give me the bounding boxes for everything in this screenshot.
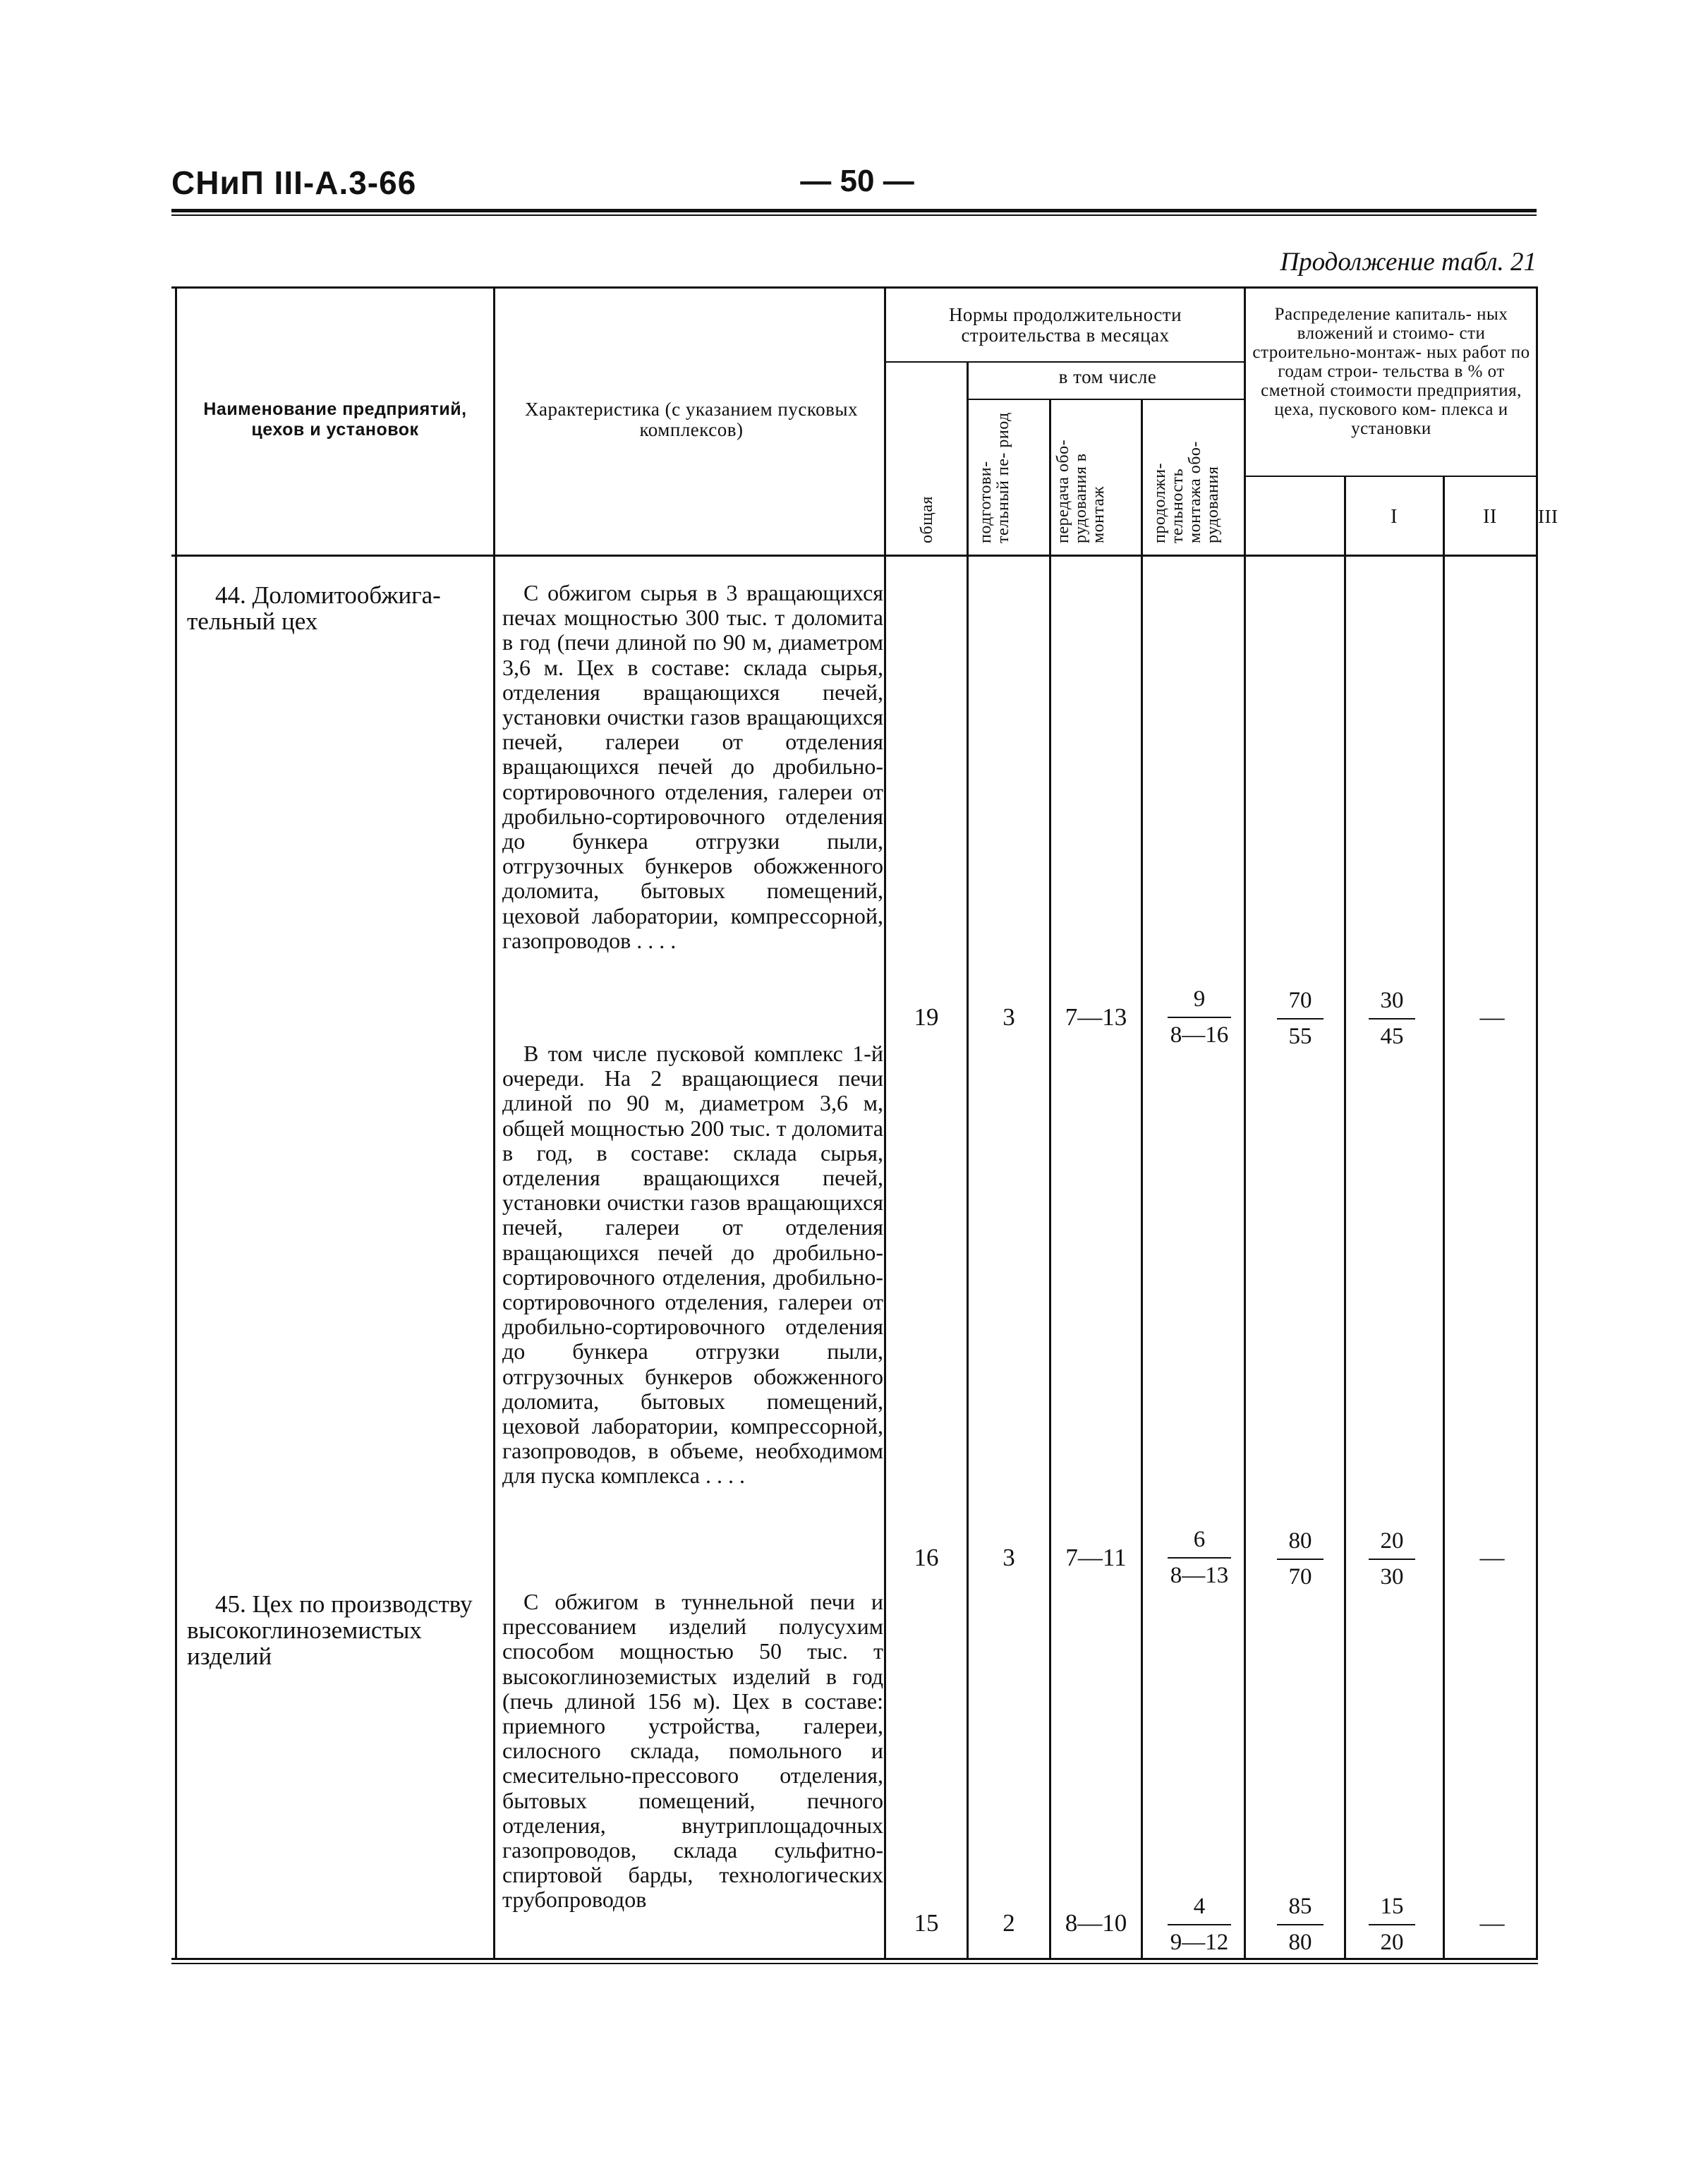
row-45-name: 45. Цех по производству высокоглиноземистых изделий <box>187 1590 473 1670</box>
col-line-name <box>493 286 495 1960</box>
row-45-year-2-num: 15 <box>1380 1894 1404 1919</box>
row-44-year-3: — <box>1479 1003 1505 1031</box>
col-header-year-2: II <box>1483 506 1497 528</box>
row-45-year-3: — <box>1479 1909 1505 1937</box>
row-44-launch-duration-num: 6 <box>1193 1527 1206 1552</box>
row-44-year-2 <box>1367 988 1417 1050</box>
row-45-year-1 <box>1276 1894 1325 1956</box>
row-44-duration-num: 9 <box>1193 986 1206 1012</box>
col-header-characteristic: Характеристика (с указанием пусковых комплексов) <box>525 399 858 440</box>
row-44-name: 44. Доломитообжига- тельный цех <box>187 581 441 635</box>
col-header-prep <box>977 406 1012 543</box>
row-44-launch-year-2-den: 30 <box>1380 1564 1404 1590</box>
col-header-distribution: Распределение капиталь- ных вложений и стоимо- сти строительно-монтаж- ных работ по годам строи- тельства в % от сметной стоимости предприятия, цеха, пускового ком- плекса и установки <box>1252 305 1530 438</box>
col-line-total <box>967 361 969 1960</box>
row-45-transfer: 8—10 <box>1065 1909 1127 1937</box>
row-44-launch-transfer: 7—11 <box>1065 1544 1127 1571</box>
col-line-y2 <box>1443 477 1445 1960</box>
col-header-duration <box>1151 406 1222 543</box>
header-rule-thin <box>171 214 1537 216</box>
row-44-launch-year-2 <box>1367 1528 1417 1590</box>
row-44-launch-duration <box>1164 1527 1235 1589</box>
row-44-launch-year-2-num: 20 <box>1380 1528 1404 1554</box>
row-45-prep: 2 <box>1003 1909 1015 1937</box>
row-45-year-2-den: 20 <box>1380 1930 1404 1955</box>
row-44-description-text: С обжигом сырья в 3 вращающихся печах мощностью 300 тыс. т доломита в год (печи длиной по 90 м, диаметром 3,6 м. Цех в составе: склада сырья, отделения вращающихся печей, установки очистки газов вращающихся печей, галереи от отделения вращающихся печей до дробильно-сортировочного отделения, галереи от дробильно-сортировочного отделения до бункера отгрузки пыли, отгрузочных бункеров обожженного доломита, бытовых помещений, цеховой лаборатории, компрессорной, газопроводов . . . . <box>502 580 883 953</box>
row-44-launch-prep: 3 <box>1003 1544 1015 1571</box>
page-number: — 50 — <box>800 164 914 198</box>
row-45-year-1-den: 80 <box>1288 1930 1312 1955</box>
col-header-norms: Нормы продолжительности строительства в месяцах <box>948 304 1182 346</box>
col-line-right <box>1536 286 1538 1960</box>
row-44-launch-year-1 <box>1276 1528 1325 1590</box>
col-line-transfer <box>1141 399 1143 1960</box>
row-45-description-text: С обжигом в туннельной печи и прессованием изделий полусухим способом мощностью 50 тыс. т высокоглиноземистых изделий в год (печь длиной 156 м). Цех в составе: приемного устройства, галереи, силосного склада, помольного и смесительно-прессового отделения, бытовых помещений, печного отделения, внутриплощадочных газопроводов, склада сульфитно-спиртовой барды, технологических трубопроводов <box>502 1589 883 1913</box>
row-44-year-2-num: 30 <box>1380 988 1404 1013</box>
document-code: СНиП III-А.3-66 <box>171 164 417 201</box>
distribution-divider <box>1244 476 1536 477</box>
col-header-incl: в том числе <box>1058 366 1157 387</box>
row-45-description <box>502 1590 883 1913</box>
incl-divider <box>967 399 1244 400</box>
row-44-year-1-den: 55 <box>1288 1024 1312 1049</box>
row-44-duration <box>1164 986 1235 1048</box>
row-45-duration-num: 4 <box>1193 1894 1206 1919</box>
row-45-total: 15 <box>914 1909 939 1937</box>
row-44-launch-year-1-num: 80 <box>1288 1528 1312 1554</box>
row-45-duration <box>1164 1894 1235 1956</box>
row-44-launch-description-text: В том числе пусковой комплекс 1-й очереди. На 2 вращающиеся печи длиной по 90 м, диаметром 3,6 м, общей мощностью 200 тыс. т доломита в год, в составе: склада сырья, отделения вращающихся печей, установки очистки газов вращающихся печей, галереи от отделения вращающихся печей до дробильно-сортировочного отделения, дробильно-сортировочного отделения, галереи от дробильно-сортировочного отделения до бункера отгрузки пыли, отгрузочных бункеров обожженного доломита, бытовых помещений, цеховой лаборатории, компрессорной, газопроводов, в объеме, необходимом для пуска комплекса . . . . <box>502 1041 883 1489</box>
row-44-launch-duration-den: 8—13 <box>1170 1563 1229 1588</box>
col-line-prep <box>1049 399 1051 1960</box>
header-rule <box>171 209 1537 212</box>
row-44-launch-year-3: — <box>1479 1544 1505 1571</box>
col-header-duration-text: продолжи- тельность монтажа обо- рудования <box>1151 441 1222 543</box>
row-45-duration-den: 9—12 <box>1170 1930 1229 1955</box>
row-44-year-1-num: 70 <box>1288 988 1312 1013</box>
row-45-year-1-num: 85 <box>1288 1894 1312 1919</box>
row-44-year-2-den: 45 <box>1380 1024 1404 1049</box>
col-header-prep-text: подготови- тельный пе- риод <box>976 412 1012 543</box>
table-continuation-label: Продолжение табл. 21 <box>1280 248 1537 277</box>
col-line-y1 <box>1344 477 1346 1960</box>
row-44-launch-year-1-den: 70 <box>1288 1564 1312 1590</box>
norms-divider <box>884 361 1244 363</box>
row-44-launch-total: 16 <box>914 1544 939 1571</box>
col-header-total: общая <box>918 496 936 543</box>
row-44-transfer: 7—13 <box>1065 1003 1127 1031</box>
table-bottom-border-2 <box>171 1963 1538 1964</box>
row-44-year-1 <box>1276 988 1325 1050</box>
table-bottom-border <box>171 1958 1538 1960</box>
col-header-transfer <box>1055 406 1108 543</box>
row-44-prep: 3 <box>1003 1003 1015 1031</box>
col-header-year-1: I <box>1391 506 1398 528</box>
table-header-bottom-border <box>171 555 1538 557</box>
row-45-year-2 <box>1367 1894 1417 1956</box>
row-44-duration-den: 8—16 <box>1170 1022 1229 1048</box>
row-44-total: 19 <box>914 1003 939 1031</box>
col-line-char <box>884 286 886 1960</box>
col-line-left <box>175 286 177 1960</box>
row-44-description <box>502 581 883 953</box>
col-header-name: Наименование предприятий, цехов и установок <box>203 399 467 440</box>
table-top-border <box>171 286 1538 289</box>
col-line-duration <box>1244 286 1246 1960</box>
row-44-launch-description <box>502 1041 883 1489</box>
col-header-transfer-text: передача обо- рудования в монтаж <box>1054 439 1108 543</box>
